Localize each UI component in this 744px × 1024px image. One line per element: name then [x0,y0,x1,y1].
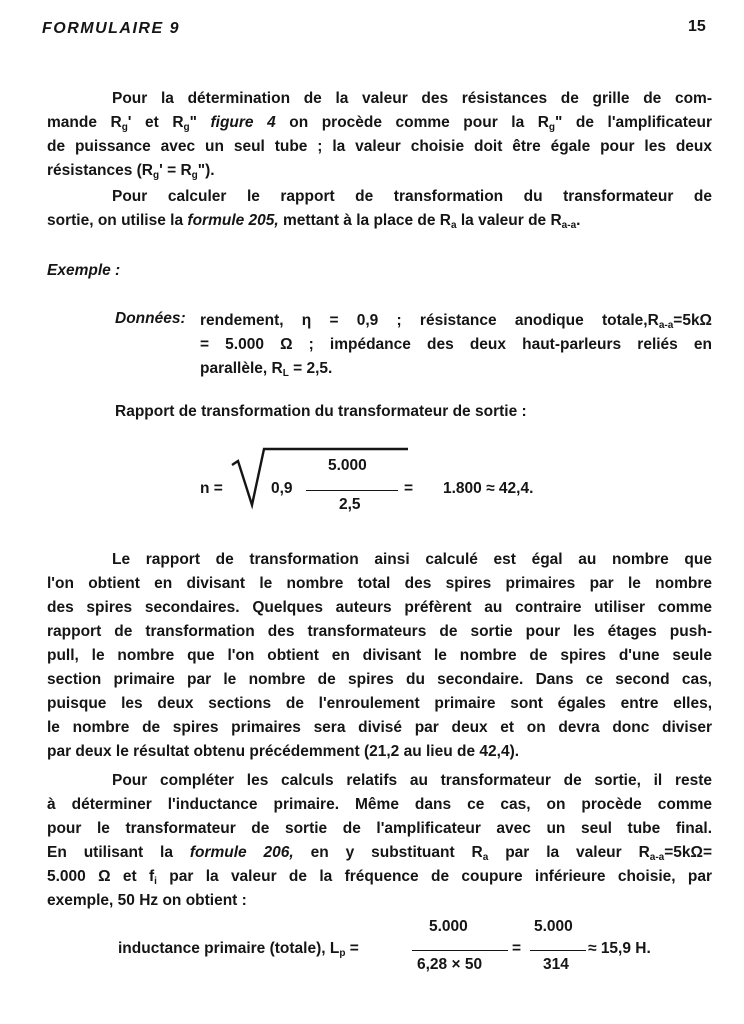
formula2-result: ≈ 15,9 H. [588,940,651,957]
subscript: i [154,876,157,887]
para1-line-4 [47,160,712,181]
para1-line-2 [47,112,712,133]
example-heading: Exemple : [47,262,121,279]
text: parallèle, R [200,360,283,377]
text: l'on obtient en divisant le nombre total des spires primaires par le nombre [47,575,712,592]
text: exemple, 50 Hz on obtient : [47,892,247,909]
formula2-equals: = [512,940,522,957]
text: inductance primaire (totale), L [118,940,340,957]
subscript: g [183,122,190,133]
figure-reference: figure 4 [210,114,276,131]
text: = 5.000 Ω ; impédance des deux haut-parleurs reliés en [200,336,712,353]
para4-line-2 [47,794,712,815]
formula1-numerator: 5.000 [328,457,367,474]
text: Pour la détermination de la valeur des résistances de grille de com- [112,90,712,107]
formula-reference: formule 206, [189,844,294,861]
text: en y substituant R [293,844,483,861]
formula2-numerator-2: 5.000 [534,918,573,935]
text: =5kΩ [673,312,712,329]
text: à déterminer l'inductance primaire. Même dans ce cas, on procède comme [47,796,712,813]
formula1-factor: 0,9 [271,480,293,497]
text: "). [197,162,215,179]
formula2-fraction-bar-2 [530,950,586,951]
subscript: a-a [561,220,577,231]
para3-line-4 [47,621,712,642]
subscript: g [548,122,556,133]
text: = 2,5. [288,360,333,377]
subscript: a [451,220,457,231]
text: la valeur de R [456,212,562,229]
text: . [576,212,581,229]
para3-line-3 [47,597,712,618]
para3-line-2 [47,573,712,594]
formula2-numerator-1: 5.000 [429,918,468,935]
text: = [345,940,359,957]
text: Pour compléter les calculs relatifs au transformateur de sortie, il reste [112,772,712,789]
para3-line-6 [47,669,712,690]
text: 5.000 Ω et f [47,868,155,885]
para1-line-3 [47,136,712,157]
text: par la valeur R [488,844,650,861]
subscript: a-a [649,852,665,863]
text: pour le transformateur de sortie de l'amplificateur avec un seul tube final. [47,820,712,837]
formula1-result: 1.800 ≈ 42,4. [443,480,534,497]
text: mettant à la place de R [278,212,451,229]
para4-line-5 [47,866,712,887]
subscript: L [282,368,289,379]
formula1-lhs: n = [200,480,223,497]
text: Pour calculer le rapport de transformation du transformateur de [112,188,712,205]
subscript: a [482,852,489,863]
data-line-2 [200,334,712,355]
para1-line-1 [112,88,712,109]
para3-line-9 [47,741,712,762]
text: section primaire par le nombre de spires du secondaire. Dans ce second cas, [47,671,712,688]
text: pull, le nombre que l'on obtient en divisant le nombre de spires d'une seule [47,647,712,664]
text: mande R [47,114,122,131]
formula2-label [118,940,359,958]
para4-line-6 [47,890,712,911]
text: ' = R [159,162,192,179]
subscript: g [152,170,160,181]
data-line-3 [200,358,712,379]
formula1-equals: = [404,480,414,497]
para3-line-5 [47,645,712,666]
text: rapport de transformation des transformateurs de sortie pour les étages push- [47,623,712,640]
subscript: p [339,948,346,959]
text: Le rapport de transformation ainsi calculé est égal au nombre que [112,551,712,568]
para3-line-1 [112,549,712,570]
text: on procède comme pour la R [275,114,549,131]
text: En utilisant la [47,844,190,861]
text: =5kΩ= [664,844,713,861]
running-title: FORMULAIRE 9 [42,20,180,37]
text: sortie, on utilise la [47,212,188,229]
subscript: g [121,122,128,133]
data-line-1 [200,310,712,331]
para3-line-7 [47,693,712,714]
para2-line-1 [112,186,712,207]
data-label: Données: [115,310,186,327]
text: résistances (R [47,162,153,179]
ratio-title: Rapport de transformation du transformateur de sortie : [115,403,527,420]
text: " [189,114,211,131]
square-root-sign [230,443,410,513]
text: des spires secondaires. Quelques auteurs préfèrent au contraire utiliser comme [47,599,712,616]
para2-line-2 [47,210,712,231]
subscript: g [191,170,198,181]
para4-line-4 [47,842,712,863]
formula2-fraction-bar-1 [412,950,508,951]
text: le nombre de spires primaires sera divisé par deux et on devra donc diviser [47,719,712,736]
formula1-denominator: 2,5 [339,496,361,513]
text: par la valeur de la fréquence de coupure inférieure choisie, par [156,868,713,885]
text: " de l'amplificateur [555,114,712,131]
text: par deux le résultat obtenu précédemment (21,2 au lieu de 42,4). [47,743,520,760]
text: puisque les deux sections de l'enroulement primaire sont égales entre elles, [47,695,712,712]
formula2-denominator-2: 314 [543,956,569,973]
formula-reference: formule 205, [187,212,279,229]
formula1-fraction-bar [306,490,398,491]
para4-line-3 [47,818,712,839]
formula2-denominator-1: 6,28 × 50 [417,956,483,973]
para4-line-1 [112,770,712,791]
page-number: 15 [688,18,706,35]
para3-line-8 [47,717,712,738]
text: de puissance avec un seul tube ; la valeur choisie doit être égale pour les deux [47,138,712,155]
text: rendement, η = 0,9 ; résistance anodique totale,R [200,312,659,329]
subscript: a-a [658,320,674,331]
text: ' et R [127,114,184,131]
